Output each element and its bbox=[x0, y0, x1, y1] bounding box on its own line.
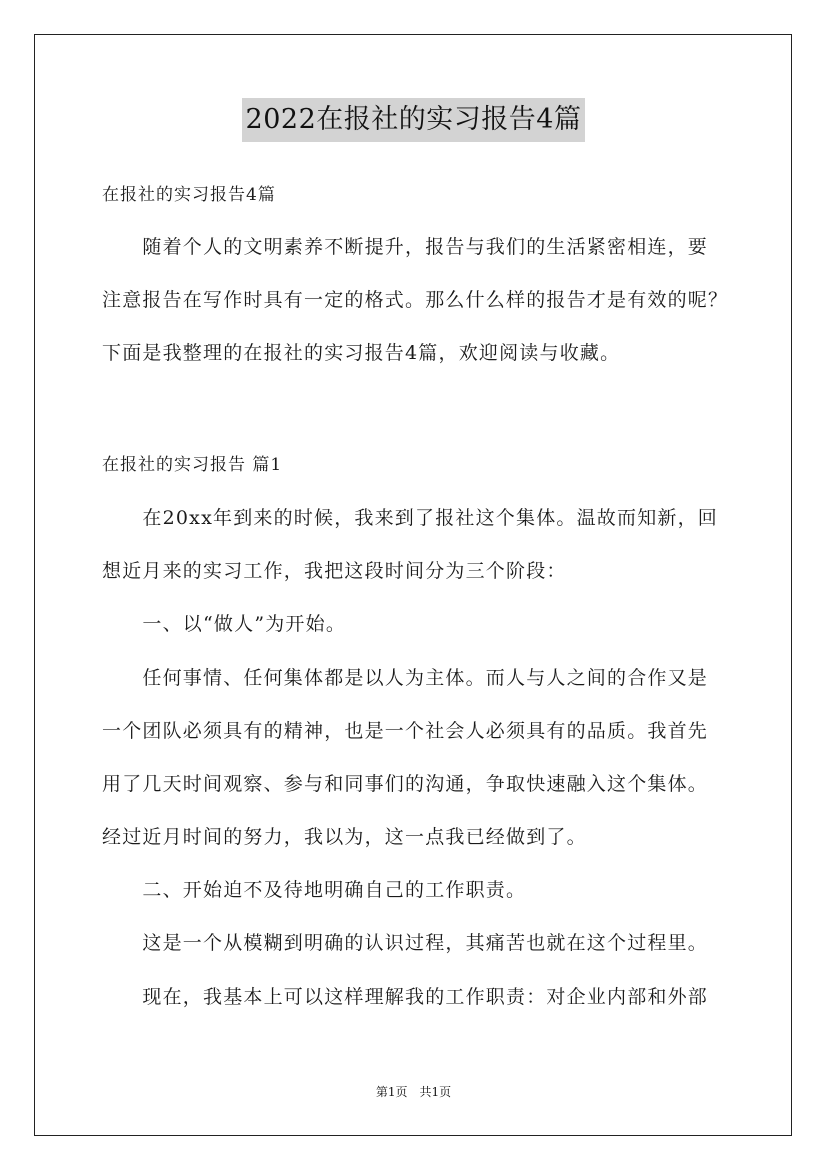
body-line: 想近月来的实习工作，我把这段时间分为三个阶段： bbox=[102, 560, 567, 582]
document-title: 2022在报社的实习报告4篇 bbox=[242, 98, 586, 142]
body-line: 二、开始迫不及待地明确自己的工作职责。 bbox=[102, 879, 527, 901]
body-line: 用了几天时间观察、参与和同事们的沟通，争取快速融入这个集体。 bbox=[102, 773, 709, 795]
body-line: 经过近月时间的努力，我以为，这一点我已经做到了。 bbox=[102, 826, 587, 848]
section-heading: 在报社的实习报告 篇1 bbox=[102, 455, 283, 475]
body-line: 下面是我整理的在报社的实习报告4篇，欢迎阅读与收藏。 bbox=[102, 342, 621, 364]
body-line: 一、以“做人”为开始。 bbox=[102, 613, 347, 635]
title-container bbox=[0, 98, 827, 142]
body-line: 一个团队必须具有的精神，也是一个社会人必须具有的品质。我首先 bbox=[102, 720, 709, 742]
page-footer: 第1页 共1页 bbox=[375, 1085, 452, 1099]
subtitle-line: 在报社的实习报告4篇 bbox=[102, 185, 276, 205]
body-line: 现在，我基本上可以这样理解我的工作职责：对企业内部和外部 bbox=[102, 986, 709, 1008]
body-line: 任何事情、任何集体都是以人为主体。而人与人之间的合作又是 bbox=[102, 667, 709, 689]
body-line: 随着个人的文明素养不断提升，报告与我们的生活紧密相连，要 bbox=[102, 236, 709, 258]
body-line: 注意报告在写作时具有一定的格式。那么什么样的报告才是有效的呢？ bbox=[102, 289, 729, 311]
body-line: 这是一个从模糊到明确的认识过程，其痛苦也就在这个过程里。 bbox=[102, 932, 709, 954]
body-line: 在20xx年到来的时候，我来到了报社这个集体。温故而知新，回 bbox=[102, 507, 719, 529]
